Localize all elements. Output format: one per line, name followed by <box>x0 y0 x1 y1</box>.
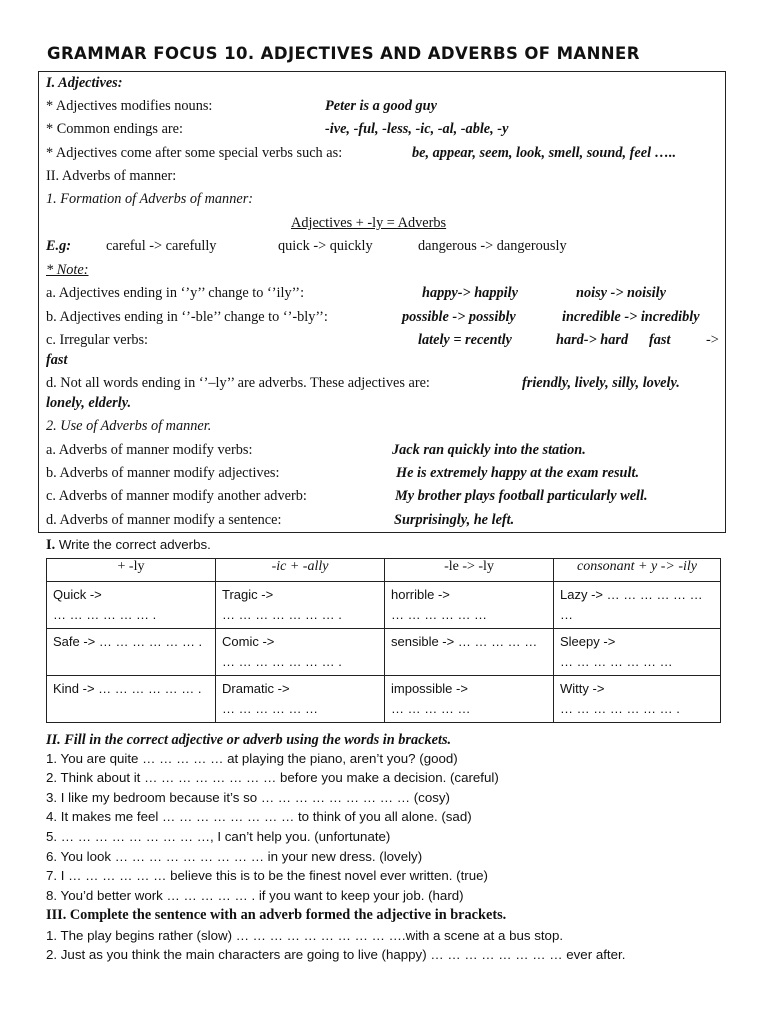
rule-special-verbs-example: be, appear, seem, look, smell, sound, feel ….. <box>412 145 677 161</box>
exercise-2-item[interactable]: 4. It makes me feel … … … … … … … … to think of you all alone. (sad) <box>46 809 472 824</box>
exercise-2-item[interactable]: 5. … … … … … … … … …, I can’t help you. (unfortunate) <box>46 829 391 844</box>
note-c-continuation: fast <box>46 352 68 368</box>
use-b: b. Adverbs of manner modify adjectives: <box>46 465 280 481</box>
exercise-2-item[interactable]: 7. I … … … … … … believe this is to be the finest novel ever written. (true) <box>46 868 488 883</box>
exercise-2-item[interactable]: 8. You’d better work … … … … … . if you want to keep your job. (hard) <box>46 888 464 903</box>
note-b-example-1: possible -> possibly <box>402 309 516 325</box>
use-a: a. Adverbs of manner modify verbs: <box>46 442 253 458</box>
table-row <box>47 676 721 723</box>
use-b-example: He is extremely happy at the exam result. <box>396 465 640 481</box>
note-c-example-2: hard-> hard <box>556 332 629 348</box>
header-ly: + -ly <box>47 559 216 582</box>
exercise-2-heading: II. Fill in the correct adjective or adverb using the words in brackets. <box>46 732 452 748</box>
note-d-continuation: lonely, elderly. <box>46 395 132 411</box>
table-cell[interactable]: Lazy -> … … … … … … … <box>554 582 721 629</box>
adverbs-heading: II. Adverbs of manner: <box>46 168 177 184</box>
table-cell[interactable]: Witty -> … … … … … … … . <box>554 676 721 723</box>
note-c-example-3: fast <box>649 332 671 348</box>
note-b-example-2: incredible -> incredibly <box>562 309 700 325</box>
exercise-2-item[interactable]: 2. Think about it … … … … … … … … before you make a decision. (careful) <box>46 770 499 785</box>
table-header-row <box>47 559 721 582</box>
note-b: b. Adjectives ending in ‘’-ble’’ change to ‘’-bly’’: <box>46 309 328 325</box>
header-ic-ally: -ic + -ally <box>216 559 385 582</box>
header-le-ly: -le -> -ly <box>385 559 554 582</box>
exercise-2-item[interactable]: 1. You are quite … … … … … at playing the piano, aren’t you? (good) <box>46 751 458 766</box>
note-c: c. Irregular verbs: <box>46 332 149 348</box>
use-d-example: Surprisingly, he left. <box>394 512 515 528</box>
example-quick: quick -> quickly <box>278 238 373 254</box>
formation-heading: 1. Formation of Adverbs of manner: <box>46 191 254 207</box>
note-a: a. Adjectives ending in ‘’y’’ change to ‘’ily’’: <box>46 285 305 301</box>
exercise-1-text: Write the correct adverbs. <box>55 537 211 552</box>
table-row <box>47 629 721 676</box>
example-careful: careful -> carefully <box>106 238 217 254</box>
table-cell[interactable]: Tragic -> … … … … … … … . <box>216 582 385 629</box>
note-a-example-2: noisy -> noisily <box>576 285 666 301</box>
note-label: * Note: <box>46 262 89 278</box>
table-cell[interactable]: Dramatic -> … … … … … … <box>216 676 385 723</box>
use-a-example: Jack ran quickly into the station. <box>392 442 586 458</box>
table-cell[interactable]: horrible -> … … … … … … <box>385 582 554 629</box>
rule-special-verbs: * Adjectives come after some special verbs such as: <box>46 145 343 161</box>
table-cell[interactable]: Safe -> … … … … … … . <box>47 629 216 676</box>
header-consonant-y-ily: consonant + y -> -ily <box>554 559 721 582</box>
formation-formula: Adjectives + -ly = Adverbs <box>291 215 447 231</box>
use-c-example: My brother plays football particularly well. <box>395 488 648 504</box>
exercise-1-number: I. <box>46 537 56 553</box>
exercise-1-instruction <box>46 536 211 554</box>
rule-modifies-nouns: * Adjectives modifies nouns: <box>46 98 213 114</box>
table-cell[interactable]: Sleepy -> … … … … … … … <box>554 629 721 676</box>
table-cell[interactable]: Comic -> … … … … … … … . <box>216 629 385 676</box>
exercise-3-heading: III. Complete the sentence with an adverb formed the adjective in brackets. <box>46 907 507 923</box>
note-c-example-1: lately = recently <box>418 332 512 348</box>
use-d: d. Adverbs of manner modify a sentence: <box>46 512 282 528</box>
table-cell[interactable]: sensible -> … … … … … <box>385 629 554 676</box>
exercise-2-item[interactable]: 3. I like my bedroom because it’s so … … … … … … … … … (cosy) <box>46 790 450 805</box>
exercise-2-item[interactable]: 6. You look … … … … … … … … … in your new dress. (lovely) <box>46 849 423 864</box>
use-heading: 2. Use of Adverbs of manner. <box>46 418 212 434</box>
table-row <box>47 582 721 629</box>
note-d: d. Not all words ending in ‘’–ly’’ are adverbs. These adjectives are: <box>46 375 430 391</box>
exercise-3-item[interactable]: 2. Just as you think the main characters are going to live (happy) … … … … … … … … ever after. <box>46 947 626 962</box>
adjectives-heading: I. Adjectives: <box>46 75 123 91</box>
adverbs-table <box>46 558 721 723</box>
example-dangerous: dangerous -> dangerously <box>418 238 567 254</box>
note-c-arrow: -> <box>706 332 719 348</box>
rule-common-endings: * Common endings are: <box>46 121 183 137</box>
rule-modifies-nouns-example: Peter is a good guy <box>325 98 437 114</box>
table-cell[interactable]: Quick -> … … … … … … . <box>47 582 216 629</box>
use-c: c. Adverbs of manner modify another adverb: <box>46 488 307 504</box>
rule-common-endings-example: -ive, -ful, -less, -ic, -al, -able, -y <box>325 121 509 137</box>
note-d-example: friendly, lively, silly, lovely. <box>522 375 680 391</box>
exercise-3-item[interactable]: 1. The play begins rather (slow) … … … … … … … … … ….with a scene at a bus stop. <box>46 928 564 943</box>
example-label: E.g: <box>46 238 72 254</box>
worksheet-title: GRAMMAR FOCUS 10. ADJECTIVES AND ADVERBS OF MANNER <box>47 44 640 63</box>
note-a-example-1: happy-> happily <box>422 285 518 301</box>
table-cell[interactable]: impossible -> … … … … … <box>385 676 554 723</box>
table-cell[interactable]: Kind -> … … … … … … . <box>47 676 216 723</box>
